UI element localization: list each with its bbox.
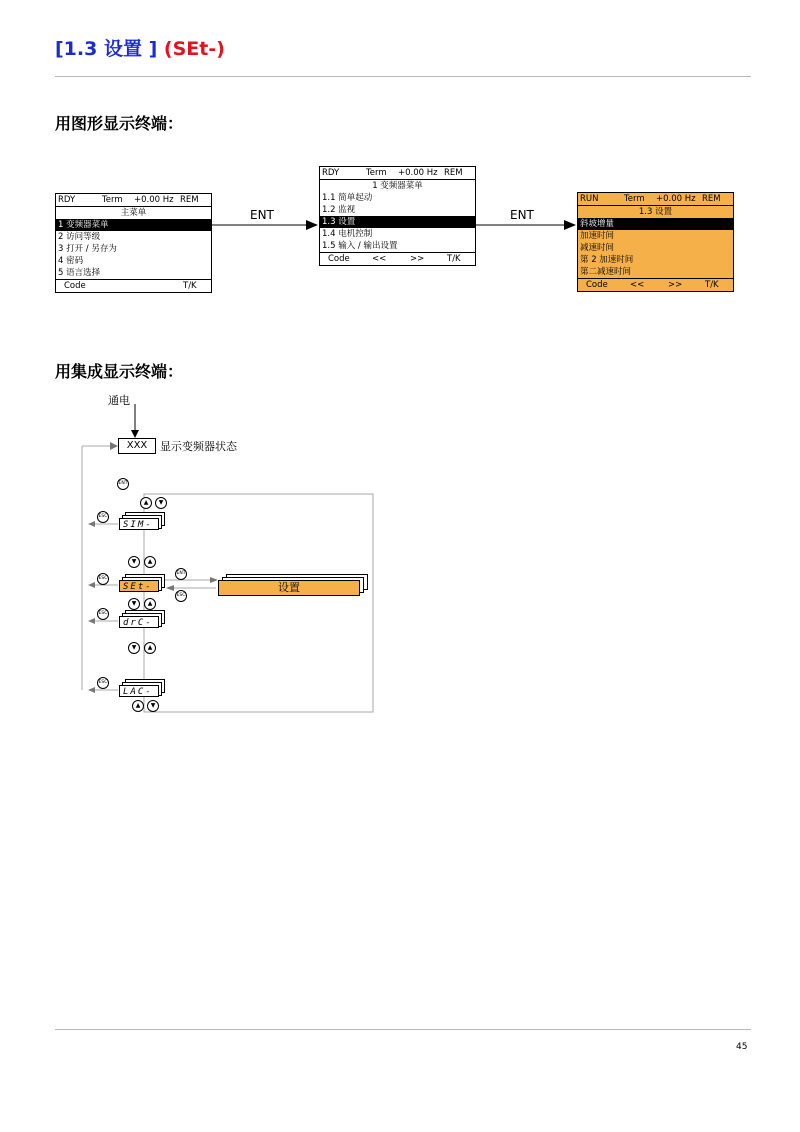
ent-arrows xyxy=(0,0,800,300)
menu-sim[interactable]: SIM- xyxy=(119,518,159,530)
menu-drc[interactable]: drC- xyxy=(119,616,159,628)
section-graphic-heading: 用图形显示终端： xyxy=(55,114,184,133)
footer-code[interactable]: Code xyxy=(328,254,350,264)
title-param-code: (SEt-) xyxy=(163,38,225,60)
esc-head-3 xyxy=(88,618,95,624)
arrow-head-2 xyxy=(564,220,576,230)
integrated-diagram-lines xyxy=(0,380,800,720)
menu-item[interactable]: 1.2 监视 xyxy=(322,205,356,215)
up-button[interactable]: ▲ xyxy=(140,497,152,509)
footer-prev[interactable]: << xyxy=(372,254,387,264)
esc-button[interactable]: ESC xyxy=(175,590,187,602)
menu-set[interactable]: SEt- xyxy=(119,580,159,592)
page-number: 45 xyxy=(736,1042,748,1052)
status-state: RUN xyxy=(580,194,599,204)
status-freq: +0.00 Hz xyxy=(134,195,174,205)
esc-back-head xyxy=(166,585,174,591)
status-display-label: 显示变频器状态 xyxy=(160,440,237,453)
footer-tk[interactable]: T/K xyxy=(183,281,197,291)
arrow-head-1 xyxy=(306,220,318,230)
section-integrated-heading: 用集成显示终端： xyxy=(55,362,184,381)
menu-item[interactable]: 1 变频器菜单 xyxy=(56,219,211,231)
status-display-box: XXX xyxy=(118,438,156,454)
screen-title: 1.3 设置 xyxy=(638,207,673,217)
footer-next[interactable]: >> xyxy=(410,254,425,264)
menu-item[interactable]: 5 语言选择 xyxy=(58,268,101,278)
ent-head xyxy=(210,577,218,583)
menu-lac[interactable]: LAC- xyxy=(119,685,159,697)
up-button[interactable]: ▲ xyxy=(144,598,156,610)
menu-item[interactable]: 4 密码 xyxy=(58,256,84,266)
esc-head-1 xyxy=(88,521,95,527)
status-ctrl: REM xyxy=(444,168,463,178)
settings-box[interactable]: 设置 xyxy=(218,580,360,596)
menu-item[interactable]: 第二减速时间 xyxy=(580,267,632,277)
status-mode: Term xyxy=(624,194,645,204)
status-state: RDY xyxy=(58,195,76,205)
menu-item[interactable]: 减速时间 xyxy=(580,243,615,253)
footer-code[interactable]: Code xyxy=(586,280,608,290)
status-freq: +0.00 Hz xyxy=(398,168,438,178)
ent-label-1: ENT xyxy=(250,208,274,222)
ent-label-2: ENT xyxy=(510,208,534,222)
footer-tk[interactable]: T/K xyxy=(447,254,461,264)
down-button[interactable]: ▼ xyxy=(128,598,140,610)
status-ctrl: REM xyxy=(180,195,199,205)
esc-button[interactable]: ESC xyxy=(97,608,109,620)
ent-button[interactable]: ENT xyxy=(175,568,187,580)
status-mode: Term xyxy=(102,195,123,205)
ent-button[interactable]: ENT xyxy=(117,478,129,490)
esc-button[interactable]: ESC xyxy=(97,511,109,523)
menu-item[interactable]: 1.1 简单起动 xyxy=(322,193,373,203)
footer-code[interactable]: Code xyxy=(64,281,86,291)
esc-head-4 xyxy=(88,687,95,693)
title-menu-code: [1.3 设置 ] xyxy=(55,38,158,60)
return-head xyxy=(110,442,118,450)
up-button[interactable]: ▲ xyxy=(144,642,156,654)
down-button[interactable]: ▼ xyxy=(128,642,140,654)
footer-next[interactable]: >> xyxy=(668,280,683,290)
power-arrow-head xyxy=(131,430,139,438)
footer-tk[interactable]: T/K xyxy=(705,280,719,290)
down-button[interactable]: ▼ xyxy=(128,556,140,568)
menu-frame xyxy=(144,494,373,712)
screen-title: 主菜单 xyxy=(120,208,147,218)
status-freq: +0.00 Hz xyxy=(656,194,696,204)
bottom-rule xyxy=(55,1029,751,1030)
down-button[interactable]: ▼ xyxy=(147,700,159,712)
esc-head-2 xyxy=(88,582,95,588)
esc-button[interactable]: ESC xyxy=(97,573,109,585)
menu-item[interactable]: 1.5 输入 / 输出设置 xyxy=(322,241,398,251)
menu-item[interactable]: 3 打开 / 另存为 xyxy=(58,244,117,254)
status-state: RDY xyxy=(322,168,340,178)
up-button[interactable]: ▲ xyxy=(144,556,156,568)
menu-item[interactable]: 斜坡增量 xyxy=(578,218,733,230)
power-on-label: 通电 xyxy=(108,394,130,407)
down-button[interactable]: ▼ xyxy=(155,497,167,509)
screen-title: 1 变频器菜单 xyxy=(372,181,423,191)
menu-item[interactable]: 第 2 加速时间 xyxy=(580,255,634,265)
menu-item[interactable]: 加速时间 xyxy=(580,231,615,241)
menu-item[interactable]: 1.3 设置 xyxy=(320,216,475,228)
menu-item[interactable]: 2 访问等级 xyxy=(58,232,101,242)
esc-button[interactable]: ESC xyxy=(97,677,109,689)
status-ctrl: REM xyxy=(702,194,721,204)
menu-item[interactable]: 1.4 电机控制 xyxy=(322,229,373,239)
footer-prev[interactable]: << xyxy=(630,280,645,290)
status-mode: Term xyxy=(366,168,387,178)
up-button[interactable]: ▲ xyxy=(132,700,144,712)
